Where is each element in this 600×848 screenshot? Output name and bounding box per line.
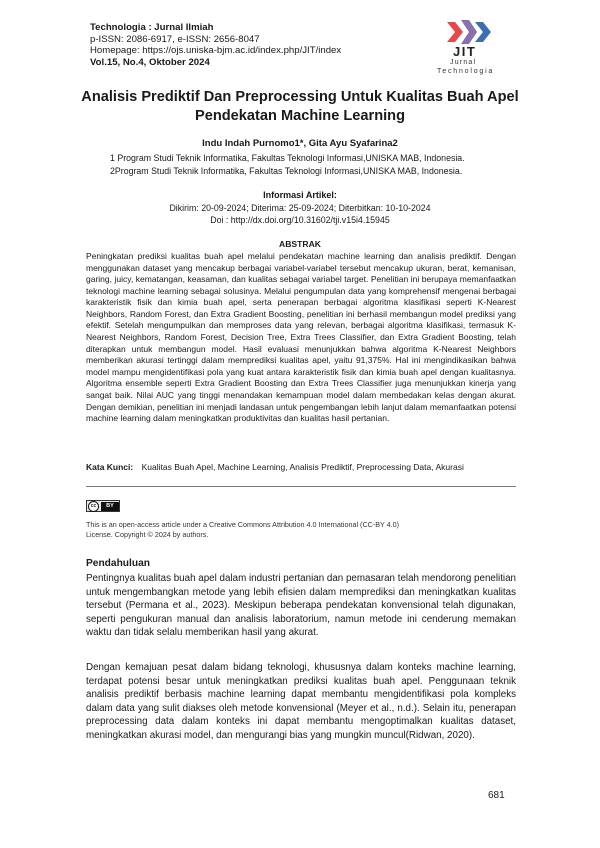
paper-title	[60, 88, 540, 126]
abstract-heading: ABSTRAK	[278, 239, 321, 249]
paper-title-line-1: Analisis Prediktif Dan Preprocessing Untuk Kualitas Buah Apel	[81, 89, 519, 105]
logo-subtitle-2: Technologia	[437, 68, 495, 75]
divider	[86, 486, 516, 487]
cc-icon: cc	[88, 501, 99, 512]
page-number: 681	[488, 790, 505, 801]
keywords-label: Kata Kunci:	[86, 462, 134, 472]
body-paragraph-1: Pentingnya kualitas buah apel dalam industri pertanian dan pemasaran telah mendorong penelitian untuk mengembangkan metode yang lebih efisien dalam memprediksi dan meningkatkan kualitas tersebut (Permana et al., 2023). Meskipun beberapa pendekatan konvensional telah digunakan, seperti pengukuran manual dan analisis laboratorium, namun metode ini cenderung memakan waktu dan tidak selalu memberikan hasil yang akurat.	[86, 573, 516, 639]
affiliation-1: 1 Program Studi Teknik Informatika, Fakultas Teknologi Informasi,UNISKA MAB, Indonesia.	[110, 153, 465, 163]
journal-info	[90, 22, 341, 68]
affiliation-2: 2Program Studi Teknik Informatika, Fakultas Teknologi Informasi,UNISKA MAB, Indonesia.	[110, 166, 463, 176]
abstract-text: Peningkatan prediksi kualitas buah apel melalui pendekatan machine learning dan analisis prediktif. Dengan menggunakan dataset yang mencakup berbagai variabel-variabel tersebut mencakup ukuran, berat, kemanisan, garing, juicy, kematangan, keasaman, dan kualitas sebagai variabel target. Penelitian ini berupaya memanfaatkan teknologi machine learning sebagai solusinya. Melalui pengumpulan data yang komprehensif mengenai berbagai karakteristik fisik dan kimia buah apel, serta penerapan berbagai algoritma klasifikasi seperti K-Nearest Neighbors, Random Forest, dan Extra Gradient Boosting, penelitian ini berhasil membangun model prediksi yang efektif. Setelah mengumpulkan dan memproses data yang relevan, berbagai algoritma klasifikasi, termasuk K-Nearest Neighbors, Random Forest, Decision Tree, Extra Trees Classifier, dan Extra Gradient Boosting, telah diterapkan untuk membangun model. Hasil evaluasi menunjukkan bahwa algoritma K-Nearest Neighbors memberikan akurasi tertinggi dalam memprediksi kualitas apel, yaitu 91,375%. Hal ini mengindikasikan bahwa model mampu mengidentifikasi pola yang kuat antara karakteristik fisik dan kimia buah apel dengan kualitasnya. Algoritma ensemble seperti Extra Gradient Boosting dan Extra Trees Classifier juga menunjukkan kinerja yang sangat baik. Nilai AUC yang tinggi menandakan kemampuan model dalam membedakan kelas dengan akurat. Dengan demikian, penelitian ini menjadi landasan untuk pengembangan lebih lanjut dalam memanfaatkan potensi machine learning dalam meningkatkan produktivitas dan kualitas hasil pertanian.	[86, 251, 516, 424]
paper-authors: Indu Indah Purnomo1*, Gita Ayu Syafarina2	[202, 138, 398, 149]
article-info-heading: Informasi Artikel:	[263, 190, 337, 200]
journal-name: Technologia : Jurnal Ilmiah	[90, 22, 214, 33]
license-text	[86, 520, 399, 539]
logo-title: JIT	[453, 44, 477, 59]
article-dates: Dikirim: 20-09-2024; Diterima: 25-09-2024; Diterbitkan: 10-10-2024	[169, 203, 431, 213]
keywords-text: Kualitas Buah Apel, Machine Learning, Analisis Prediktif, Preprocessing Data, Akurasi	[141, 462, 464, 472]
paper-title-line-2: Pendekatan Machine Learning	[194, 108, 406, 124]
journal-volume: Vol.15, No.4, Oktober 2024	[90, 56, 210, 68]
section-title: Pendahuluan	[86, 558, 150, 569]
by-icon: BY	[101, 502, 119, 511]
license-line-1: This is an open-access article under a Creative Commons Attribution 4.0 International (CC-BY 4.0)	[86, 520, 400, 529]
cc-by-license-badge[interactable]	[86, 500, 120, 512]
article-doi-link[interactable]: Doi : http://dx.doi.org/10.31602/tji.v15i4.15945	[210, 215, 390, 225]
journal-issn: p-ISSN: 2086-6917, e-ISSN: 2656-8047	[90, 33, 260, 45]
body-paragraph-2: Dengan kemajuan pesat dalam bidang teknologi, khususnya dalam konteks machine learning, terdapat potensi besar untuk meningkatkan prediksi kualitas buah apel. Penggunaan teknik analisis prediktif berbasis machine learning dapat membantu mengidentifikasi pola kompleks dalam data yang sulit diakses oleh metode konvensional (Meyer et al., n.d.). Selain itu, penerapan preprocessing data dalam konteks ini dapat membantu mengoptimalkan kualitas dataset, meningkatkan akurasi model, dan mengurangi bias yang mungkin muncul(Ridwan, 2020).	[86, 662, 516, 741]
keywords	[86, 462, 516, 472]
journal-homepage: Homepage: https://ojs.uniska-bjm.ac.id/index.php/JIT/index	[90, 45, 342, 57]
license-line-2: License. Copyright © 2024 by authors.	[86, 529, 209, 539]
logo-subtitle-1: Jurnal	[450, 59, 477, 66]
